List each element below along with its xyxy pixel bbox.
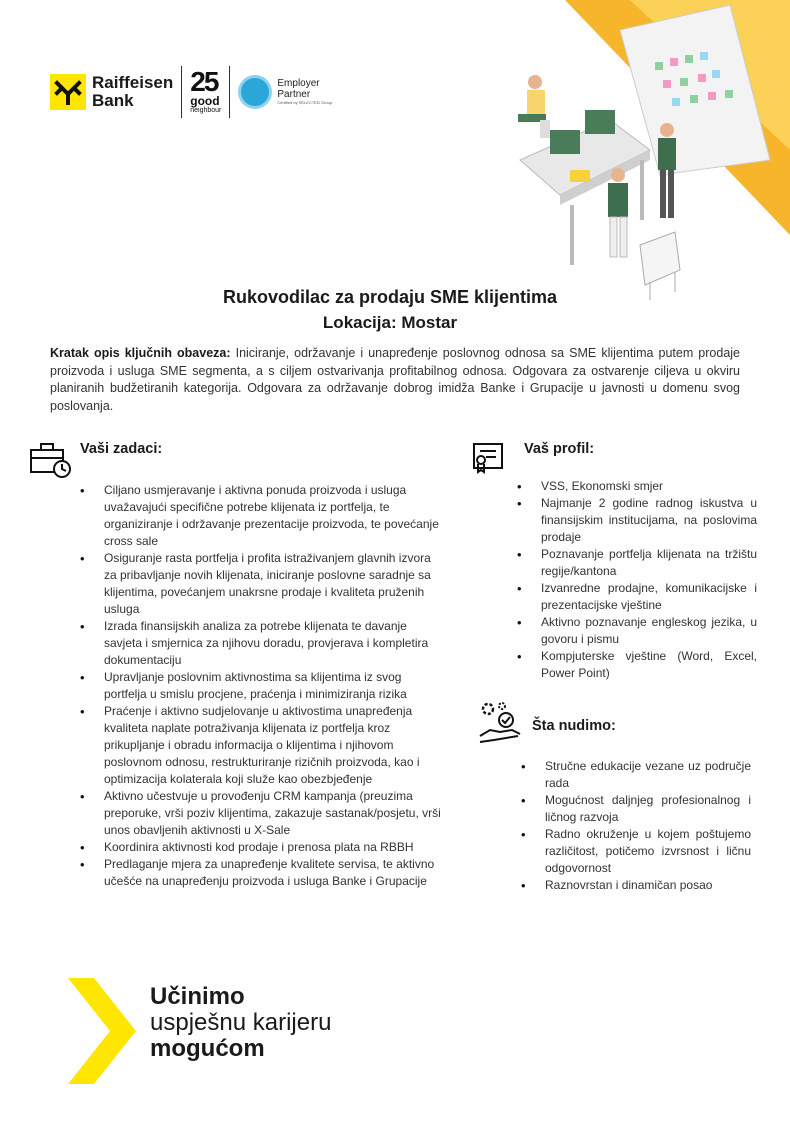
profile-list-item: • Aktivno poznavanje engleskog jezika, u govoru i pismu: [517, 614, 757, 648]
offer-header: [478, 700, 524, 744]
brand-line-1: Raiffeisen: [92, 73, 174, 92]
task-list-item: • Izrada finansijskih analiza za potrebe klijenata te davanje savjeta i smjernica za njihovu doradu, provjerava i kompletira dokumentaciju: [80, 618, 442, 669]
partner-line-2: Partner: [277, 89, 311, 100]
raiffeisen-logo: [50, 74, 173, 110]
profile-list-item: • Kompjuterske vještine (Word, Excel, Power Point): [517, 648, 757, 682]
brand-line-2: Bank: [92, 91, 134, 110]
gear-hand-icon: [478, 700, 524, 744]
profile-list-item: • Izvanredne prodajne, komunikacijske i prezentacijske vještine: [517, 580, 757, 614]
slogan-line-3: mogućom: [150, 1035, 265, 1062]
task-list-item: • Ciljano usmjeravanje i aktivna ponuda proizvoda i usluga uvažavajući specifične potrebe klijenata iz portfelja, te organiziranje i održavanje prezentacije proizvoda, te povećanje cross sale: [80, 482, 442, 550]
page-title: Rukovodilac za prodaju SME klijentima: [222, 287, 558, 307]
briefcase-clock-icon: [28, 438, 72, 478]
employer-partner-icon: [238, 75, 272, 109]
certificate-icon: [468, 438, 508, 478]
offer-list-item: • Radno okruženje u kojem poštujemo različitost, potičemo izvrsnost i ličnu odgovornost: [521, 826, 751, 877]
profile-list-item: • VSS, Ekonomski smjer: [517, 478, 757, 495]
raiffeisen-gable-icon: [50, 74, 86, 110]
badge-sub: neighbour: [190, 107, 222, 114]
partner-small: Certified by SELECTED Group: [277, 100, 333, 105]
employer-partner-text: [277, 78, 332, 106]
intro-text: Iniciranje, održavanje i unapređenje poslovnog odnosa sa SME klijentima putem prodaje proizvoda i usluga SME segmenta, a s ciljem ostvarivanja profitabilnog odnosa. Odgovara za ostvarenje ciljeva u okviru planiranih budžetiranih kategorija. Odgovara za održavanje dobrog imidža Banke i Grupacije u javnosti u domenu svog poslovanja.: [50, 346, 740, 413]
task-list-item: • Praćenje i aktivno sudjelovanje u aktivostima unapređenja kvaliteta naplate potraživanja klijenata iz portfelja kroz prikupljanje i obradu informacija o klijentima i njihovom poslovnom odnosu, restrukturiranje rizičnih proizvoda, kao i optimizacija kolaterala koji služe kao obezbjeđenje: [80, 703, 442, 788]
logo-divider-2: [229, 66, 230, 118]
profile-header: [468, 438, 508, 478]
partner-line-1: Employer: [277, 78, 320, 89]
offer-list: [521, 758, 751, 894]
raiffeisen-chevron-icon: [68, 978, 136, 1084]
logo-divider: [181, 66, 182, 118]
task-list-item: • Osiguranje rasta portfelja i profita istraživanjem glavnih izvora za pribavljanje novih klijenata, iniciranje poslovne saradnje sa klijentima, povećanjem unakrsne prodaje i kvaliteta pruženih usluga: [80, 550, 442, 618]
offer-heading: Šta nudimo:: [532, 718, 616, 734]
profile-list-item: • Poznavanje portfelja klijenata na tržištu regije/kantona: [517, 546, 757, 580]
profile-heading: Vaš profil:: [524, 441, 595, 457]
intro-label: Kratak opis ključnih obaveza:: [50, 346, 231, 360]
header-logos: [50, 62, 332, 122]
intro-paragraph: [50, 345, 740, 415]
tasks-header: [28, 438, 72, 478]
badge-number: 25: [190, 66, 218, 97]
tasks-list: [80, 482, 442, 890]
badge-word: good: [190, 94, 220, 108]
slogan-line-2: uspješnu karijeru: [150, 1009, 332, 1036]
brand-name: [92, 74, 173, 110]
task-list-item: • Koordinira aktivnosti kod prodaje i prenosa plata na RBBH: [80, 839, 442, 856]
office-illustration: [500, 0, 790, 300]
slogan-line-1: Učinimo: [150, 983, 245, 1010]
profile-list-item: • Najmanje 2 godine radnog iskustva u finansijskim institucijama, na poslovima prodaje: [517, 495, 757, 546]
footer-slogan: [150, 984, 331, 1062]
offer-list-item: • Stručne edukacije vezane uz područje rada: [521, 758, 751, 792]
offer-list-item: • Raznovrstan i dinamičan posao: [521, 877, 751, 894]
job-location: Lokacija: Mostar: [322, 313, 458, 332]
task-list-item: • Aktivno učestvuje u provođenju CRM kampanja (preuzima preporuke, vrši poziv klijentima, zakazuje sastanak/posjetu, vrši unos obavljenih aktivnosti u X-Sale: [80, 788, 442, 839]
offer-list-item: • Mogućnost daljnjeg profesionalnog i ličnog razvoja: [521, 792, 751, 826]
task-list-item: • Predlaganje mjera za unapređenje kvalitete servisa, te aktivno učešće na unapređenju proizvoda i usluga Banke i Grupacije: [80, 856, 442, 890]
employer-partner-logo: [238, 75, 332, 109]
good-neighbour-badge: [190, 66, 222, 115]
task-list-item: • Upravljanje poslovnim aktivnostima sa klijentima iz svog portfelja u smislu procjene, praćenja i minimiziranja rizika: [80, 669, 442, 703]
profile-list: [517, 478, 757, 682]
tasks-heading: Vaši zadaci:: [80, 441, 163, 457]
